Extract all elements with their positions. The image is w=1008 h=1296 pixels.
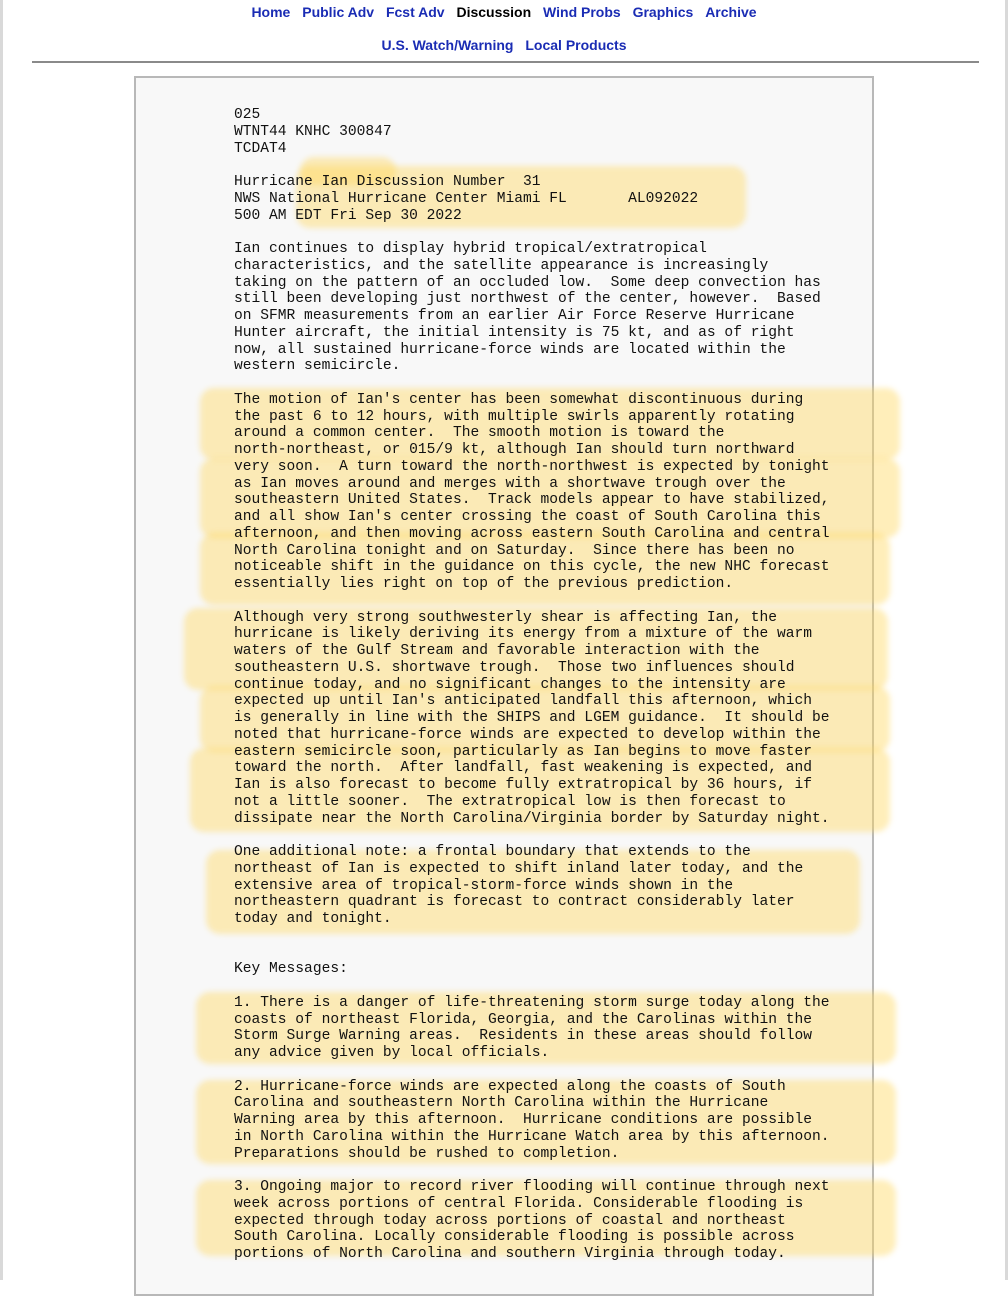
product-line: Ian continues to display hybrid tropical/extratropical (234, 241, 707, 257)
product-line (234, 157, 830, 174)
product-line: expected through today across portions of coastal and northeast (234, 1212, 786, 1229)
nav-local-products-link[interactable]: Local Products (525, 37, 627, 53)
product-line: noted that hurricane-force winds are expected to develop within the (234, 726, 821, 743)
product-line: not a little sooner. The extratropical low is then forecast to (234, 793, 786, 810)
product-line (234, 945, 830, 962)
product-line: expected up until Ian's anticipated landfall this afternoon, which (234, 693, 813, 710)
product-line: Hurricane Ian Discussion Number 31 (234, 174, 541, 190)
product-line: as Ian moves around and merges with a shortwave trough over the (234, 475, 786, 492)
product-line: northeast of Ian is expected to shift inland later today, and the (234, 860, 804, 877)
product-line (234, 593, 830, 610)
product-line: noticeable shift in the guidance on this cycle, the new NHC forecast (234, 559, 830, 576)
product-line (234, 827, 830, 844)
product-line (234, 978, 830, 995)
product-line (234, 224, 830, 241)
nav-public-adv-link[interactable]: Public Adv (302, 4, 375, 20)
product-line (234, 375, 830, 392)
product-line: waters of the Gulf Stream and favorable interaction with the (234, 643, 760, 659)
product-line: WTNT44 KNHC 300847 (234, 123, 392, 140)
nav-archive-link[interactable]: Archive (705, 4, 757, 20)
product-line: South Carolina. Locally considerable flooding is possible across (234, 1229, 795, 1246)
product-line: eastern semicircle soon, particularly as Ian begins to move faster (234, 743, 813, 760)
product-line: 1. There is a danger of life-threatening storm surge today along the (234, 994, 830, 1011)
product-line: portions of North Carolina and southern Virginia through today. (234, 1246, 786, 1262)
product-line: TCDAT4 (234, 140, 287, 157)
product-line: continue today, and no significant changes to the intensity are (234, 676, 786, 693)
product-line (234, 928, 830, 945)
product-line: Preparations should be rushed to completion. (234, 1145, 620, 1162)
product-line: coasts of northeast Florida, Georgia, and the Carolinas within the (234, 1011, 813, 1028)
nav-wind-probs-link[interactable]: Wind Probs (543, 4, 621, 20)
product-line: still been developing just northwest of the center, however. Based (234, 291, 821, 308)
product-line: dissipate near the North Carolina/Virginia border by Saturday night. (234, 810, 830, 827)
product-line: and all show Ian's center crossing the coast of South Carolina this (234, 509, 821, 525)
product-line: today and tonight. (234, 911, 392, 927)
nav-discussion-current: Discussion (456, 4, 532, 20)
product-line: in North Carolina within the Hurricane Watch area by this afternoon. (234, 1128, 830, 1145)
product-line: around a common center. The smooth motion is toward the (234, 425, 725, 442)
product-line: NWS National Hurricane Center Miami FL AL092022 (234, 190, 699, 207)
product-line: Although very strong southwesterly shear is affecting Ian, the (234, 609, 777, 626)
product-line: Warning area by this afternoon. Hurricane conditions are possible (234, 1112, 813, 1128)
product-line: North Carolina tonight and on Saturday. Since there has been no (234, 542, 795, 559)
product-line: extensive area of tropical-storm-force winds shown in the (234, 877, 734, 894)
product-line: any advice given by local officials. (234, 1045, 550, 1061)
product-line: characteristics, and the satellite appearance is increasingly (234, 257, 769, 274)
window-frame-left (0, 0, 3, 1280)
product-line: Hunter aircraft, the initial intensity is 75 kt, and as of right (234, 324, 795, 341)
header-divider (32, 61, 979, 63)
discussion-product-text (234, 107, 830, 1263)
product-line: the past 6 to 12 hours, with multiple swirls apparently rotating (234, 408, 795, 425)
product-line: southeastern United States. Track models appear to have stabilized, (234, 492, 830, 509)
product-line: hurricane is likely deriving its energy from a mixture of the warm (234, 626, 813, 643)
product-line: 2. Hurricane-force winds are expected along the coasts of South (234, 1078, 786, 1095)
nav-watch-warning-link[interactable]: U.S. Watch/Warning (381, 37, 514, 53)
product-line: Storm Surge Warning areas. Residents in these areas should follow (234, 1028, 813, 1045)
product-line: western semicircle. (234, 358, 401, 375)
product-line (234, 1162, 830, 1179)
nav-fcst-adv-link[interactable]: Fcst Adv (385, 4, 445, 20)
nav-graphics-link[interactable]: Graphics (632, 4, 694, 20)
product-line: 025 (234, 107, 261, 123)
product-line: Carolina and southeastern North Carolina within the Hurricane (234, 1095, 769, 1112)
product-line: now, all sustained hurricane-force winds are located within the (234, 341, 786, 358)
product-nav-secondary (0, 37, 1008, 53)
product-line (234, 1062, 830, 1079)
product-nav-primary (0, 4, 1008, 20)
product-line: toward the north. After landfall, fast weakening is expected, and (234, 760, 813, 777)
product-line: essentially lies right on top of the previous prediction. (234, 576, 734, 592)
nav-home-link[interactable]: Home (251, 4, 291, 20)
product-line: 3. Ongoing major to record river flooding will continue through next (234, 1179, 830, 1195)
product-line: north-northeast, or 015/9 kt, although Ian should turn northward (234, 442, 795, 458)
product-line: The motion of Ian's center has been somewhat discontinuous during (234, 391, 804, 408)
product-line: One additional note: a frontal boundary that extends to the (234, 844, 751, 860)
product-line: is generally in line with the SHIPS and LGEM guidance. It should be (234, 710, 830, 726)
product-line: taking on the pattern of an occluded low. Some deep convection has (234, 274, 821, 291)
product-line: afternoon, and then moving across eastern South Carolina and central (234, 525, 830, 542)
product-line: week across portions of central Florida. Considerable flooding is (234, 1195, 804, 1212)
product-line: 500 AM EDT Fri Sep 30 2022 (234, 207, 462, 224)
product-line: very soon. A turn toward the north-northwest is expected by tonight (234, 458, 830, 475)
product-line: northeastern quadrant is forecast to contract considerably later (234, 894, 795, 911)
product-line: Ian is also forecast to become fully extratropical by 36 hours, if (234, 777, 813, 793)
product-line: on SFMR measurements from an earlier Air Force Reserve Hurricane (234, 308, 795, 324)
product-line: Key Messages: (234, 961, 348, 978)
product-line: southeastern U.S. shortwave trough. Those two influences should (234, 659, 795, 676)
